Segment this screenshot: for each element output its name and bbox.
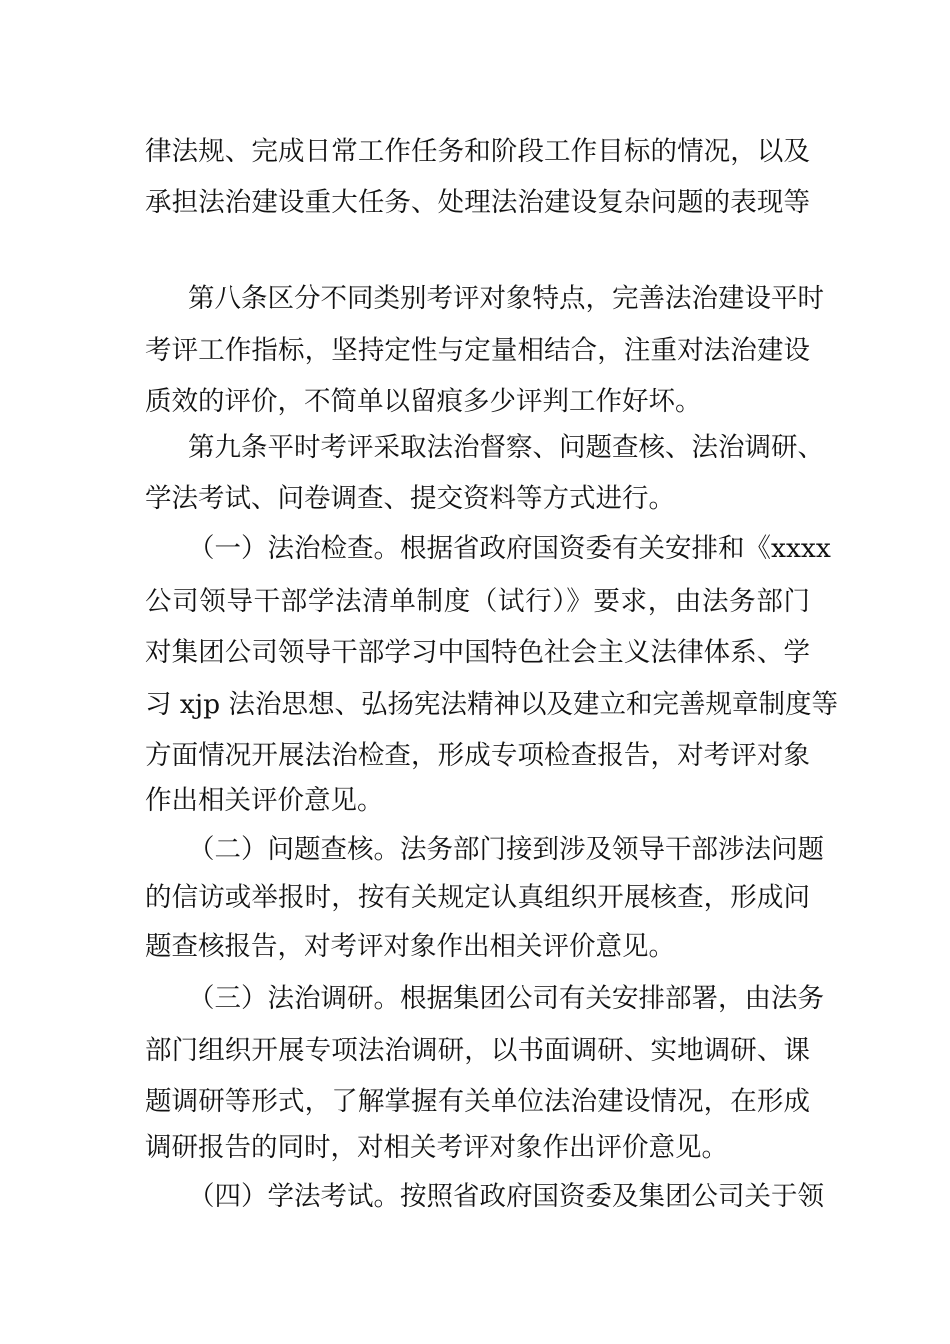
text-line: 的信访或举报时，按有关规定认真组织开展核查，形成问	[145, 882, 810, 913]
text-line: 承担法治建设重大任务、处理法治建设复杂问题的表现等	[145, 187, 810, 218]
text-line: （三）法治调研。根据集团公司有关安排部署，由法务	[188, 983, 824, 1014]
text-line: 习 xjp 法治思想、弘扬宪法精神以及建立和完善规章制度等	[145, 689, 838, 720]
text-line: 质效的评价，不简单以留痕多少评判工作好坏。	[145, 386, 702, 417]
text-line: （四）学法考试。按照省政府国资委及集团公司关于领	[188, 1181, 824, 1212]
text-line: （二）问题查核。法务部门接到涉及领导干部涉法问题	[188, 834, 824, 865]
text-line: 作出相关评价意见。	[145, 785, 384, 816]
text-line: 律法规、完成日常工作任务和阶段工作目标的情况，以及	[145, 136, 810, 167]
text-line: 调研报告的同时，对相关考评对象作出评价意见。	[145, 1132, 728, 1163]
text-line: 方面情况开展法治检查，形成专项检查报告，对考评对象	[145, 740, 810, 771]
text-line: 第九条平时考评采取法治督察、问题查核、法治调研、	[188, 432, 824, 463]
text-line: 公司领导干部学法清单制度（试行）》要求，由法务部门	[145, 586, 810, 617]
text-line: 题调研等形式，了解掌握有关单位法治建设情况，在形成	[145, 1086, 810, 1117]
text-line: 第八条区分不同类别考评对象特点，完善法治建设平时	[188, 283, 824, 314]
text-line: 学法考试、问卷调查、提交资料等方式进行。	[145, 483, 675, 514]
text-line: 部门组织开展专项法治调研，以书面调研、实地调研、课	[145, 1035, 810, 1066]
text-line: （一）法治检查。根据省政府国资委有关安排和《xxxx	[188, 533, 831, 564]
text-line: 题查核报告，对考评对象作出相关评价意见。	[145, 931, 675, 962]
text-line: 对集团公司领导干部学习中国特色社会主义法律体系、学	[145, 637, 810, 668]
text-line: 考评工作指标，坚持定性与定量相结合，注重对法治建设	[145, 335, 810, 366]
